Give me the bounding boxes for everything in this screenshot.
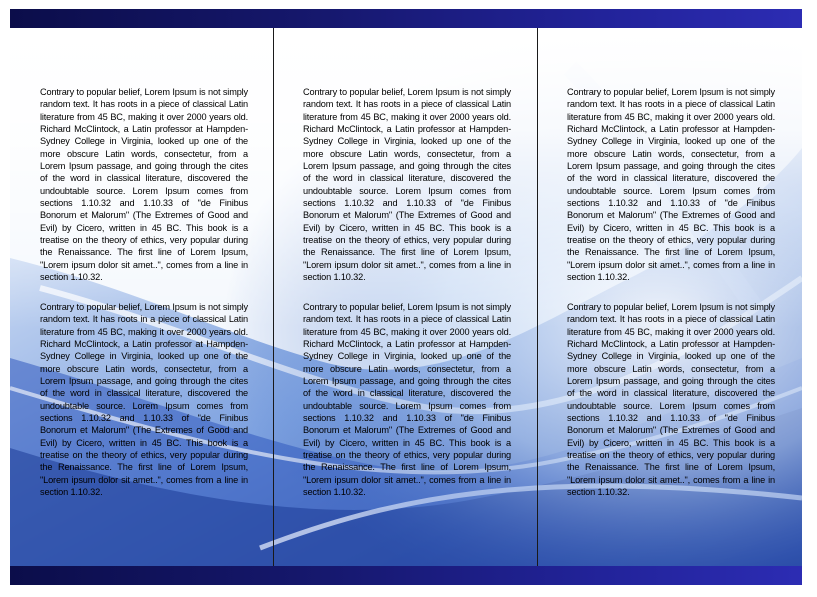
bottom-color-band	[10, 566, 802, 585]
top-color-band	[10, 9, 802, 28]
panel-middle	[273, 28, 536, 566]
body-paragraph: Contrary to popular belief, Lorem Ipsum is not simply random text. It has roots in a piece of classical Latin literature from 45 BC, making it over 2000 years old. Richard McClintock, a Latin professor at Hampden-Sydney College in Virginia, looked up one of the more obscure Latin words, consectetur, from a Lorem Ipsum passage, and going through the cites of the word in classical literature, discovered the undoubtable source. Lorem Ipsum comes from sections 1.10.32 and 1.10.33 of "de Finibus Bonorum et Malorum" (The Extremes of Good and Evil) by Cicero, written in 45 BC. This book is a treatise on the theory of ethics, very popular during the Renaissance. The first line of Lorem Ipsum, "Lorem ipsum dolor sit amet..", comes from a line in section 1.10.32.	[303, 302, 511, 498]
body-paragraph: Contrary to popular belief, Lorem Ipsum is not simply random text. It has roots in a piece of classical Latin literature from 45 BC, making it over 2000 years old. Richard McClintock, a Latin professor at Hampden-Sydney College in Virginia, looked up one of the more obscure Latin words, consectetur, from a Lorem Ipsum passage, and going through the cites of the word in classical literature, discovered the undoubtable source. Lorem Ipsum comes from sections 1.10.32 and 1.10.33 of "de Finibus Bonorum et Malorum" (The Extremes of Good and Evil) by Cicero, written in 45 BC. This book is a treatise on the theory of ethics, very popular during the Renaissance. The first line of Lorem Ipsum, "Lorem ipsum dolor sit amet..", comes from a line in section 1.10.32.	[567, 302, 775, 498]
body-paragraph: Contrary to popular belief, Lorem Ipsum is not simply random text. It has roots in a piece of classical Latin literature from 45 BC, making it over 2000 years old. Richard McClintock, a Latin professor at Hampden-Sydney College in Virginia, looked up one of the more obscure Latin words, consectetur, from a Lorem Ipsum passage, and going through the cites of the word in classical literature, discovered the undoubtable source. Lorem Ipsum comes from sections 1.10.32 and 1.10.33 of "de Finibus Bonorum et Malorum" (The Extremes of Good and Evil) by Cicero, written in 45 BC. This book is a treatise on the theory of ethics, very popular during the Renaissance. The first line of Lorem Ipsum, "Lorem ipsum dolor sit amet..", comes from a line in section 1.10.32.	[40, 87, 248, 283]
body-paragraph: Contrary to popular belief, Lorem Ipsum is not simply random text. It has roots in a piece of classical Latin literature from 45 BC, making it over 2000 years old. Richard McClintock, a Latin professor at Hampden-Sydney College in Virginia, looked up one of the more obscure Latin words, consectetur, from a Lorem Ipsum passage, and going through the cites of the word in classical literature, discovered the undoubtable source. Lorem Ipsum comes from sections 1.10.32 and 1.10.33 of "de Finibus Bonorum et Malorum" (The Extremes of Good and Evil) by Cicero, written in 45 BC. This book is a treatise on the theory of ethics, very popular during the Renaissance. The first line of Lorem Ipsum, "Lorem ipsum dolor sit amet..", comes from a line in section 1.10.32.	[40, 302, 248, 498]
trifold-brochure	[10, 9, 802, 585]
panel-left	[10, 28, 273, 566]
panel-right	[537, 28, 800, 566]
body-paragraph: Contrary to popular belief, Lorem Ipsum is not simply random text. It has roots in a piece of classical Latin literature from 45 BC, making it over 2000 years old. Richard McClintock, a Latin professor at Hampden-Sydney College in Virginia, looked up one of the more obscure Latin words, consectetur, from a Lorem Ipsum passage, and going through the cites of the word in classical literature, discovered the undoubtable source. Lorem Ipsum comes from sections 1.10.32 and 1.10.33 of "de Finibus Bonorum et Malorum" (The Extremes of Good and Evil) by Cicero, written in 45 BC. This book is a treatise on the theory of ethics, very popular during the Renaissance. The first line of Lorem Ipsum, "Lorem ipsum dolor sit amet..", comes from a line in section 1.10.32.	[303, 87, 511, 283]
body-paragraph: Contrary to popular belief, Lorem Ipsum is not simply random text. It has roots in a piece of classical Latin literature from 45 BC, making it over 2000 years old. Richard McClintock, a Latin professor at Hampden-Sydney College in Virginia, looked up one of the more obscure Latin words, consectetur, from a Lorem Ipsum passage, and going through the cites of the word in classical literature, discovered the undoubtable source. Lorem Ipsum comes from sections 1.10.32 and 1.10.33 of "de Finibus Bonorum et Malorum" (The Extremes of Good and Evil) by Cicero, written in 45 BC. This book is a treatise on the theory of ethics, very popular during the Renaissance. The first line of Lorem Ipsum, "Lorem ipsum dolor sit amet..", comes from a line in section 1.10.32.	[567, 87, 775, 283]
